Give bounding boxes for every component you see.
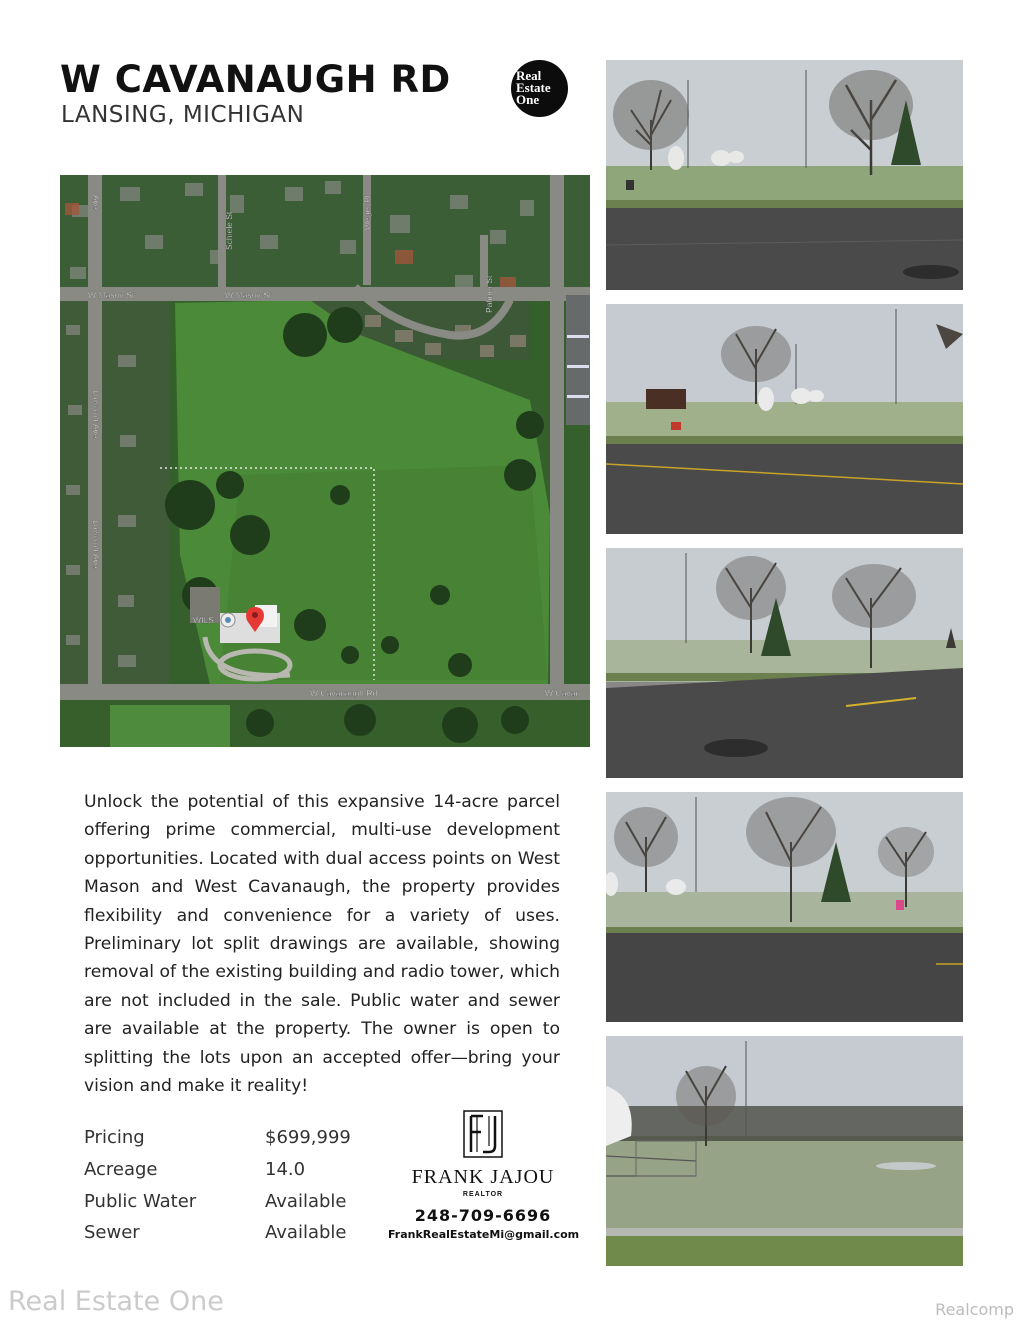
label-palmer-st: Palmer St — [484, 275, 494, 313]
label-cavanaugh-right: W Cavan — [545, 688, 580, 698]
label-mason-st-left: W Mason St — [88, 290, 135, 300]
property-photo-2 — [606, 304, 963, 534]
fact-label: Sewer — [84, 1222, 140, 1244]
logo-line-1: Real — [516, 68, 542, 83]
property-photo-5 — [606, 1036, 963, 1266]
label-cavanaugh-rd: W Cavanaugh Rd — [310, 688, 378, 698]
aerial-map-image — [60, 175, 590, 747]
agent-contact — [388, 1110, 578, 1241]
label-ave-top: Ave — [91, 195, 101, 210]
fact-row-public-water — [84, 1185, 384, 1217]
fact-value: $699,999 — [265, 1127, 351, 1149]
property-description: Unlock the potential of this expansive 14-acre parcel offering prime commercial, multi-use development opportunities. Located with dual access points on West Mason and West Cavanaugh, the property provides flexibility and convenience for a variety of uses. Preliminary lot split drawings are available, showing removal of the existing building and radio tower, which are not included in the sale. Public water and sewer are available at the property. The owner is open to splitting the lots upon an accepted offer—bring your vision and make it reality! — [84, 792, 560, 1097]
fact-label: Public Water — [84, 1190, 197, 1212]
logo-line-3: One — [516, 92, 540, 107]
watermark-real-estate-one: Real Estate One — [8, 1286, 224, 1317]
label-lowcroft-ave-2: Lowcroft Ave — [91, 520, 101, 569]
label-mason-st-right: W Mason St — [225, 290, 272, 300]
fact-row-acreage — [84, 1154, 384, 1186]
fact-row-sewer — [84, 1217, 384, 1249]
agent-name: FRANK JAJOU — [411, 1166, 555, 1188]
fact-row-pricing — [84, 1122, 384, 1154]
aerial-map — [60, 175, 590, 747]
property-photo-1 — [606, 60, 963, 290]
property-photo-4 — [606, 792, 963, 1022]
fact-value: 14.0 — [265, 1159, 306, 1181]
label-schiele-st: Schiele St — [224, 211, 234, 250]
property-photo-3 — [606, 548, 963, 778]
label-lowcroft-ave-1: Lowcroft Ave — [91, 390, 101, 439]
fact-label: Acreage — [84, 1159, 158, 1181]
listing-location: LANSING, MICHIGAN — [61, 102, 305, 128]
label-wils: WILS — [193, 615, 214, 625]
watermark-realcomp: Realcomp — [935, 1300, 1014, 1319]
logo-line-2: Estate — [516, 80, 551, 95]
agent-role: REALTOR — [462, 1191, 504, 1198]
property-facts — [84, 1122, 384, 1249]
fact-value: Available — [265, 1190, 347, 1212]
agent-phone[interactable]: 248-709-6696 — [414, 1206, 552, 1225]
listing-title: W CAVANAUGH RD — [60, 58, 451, 101]
real-estate-one-logo — [511, 60, 568, 117]
fact-label: Pricing — [84, 1127, 145, 1149]
fact-value: Available — [265, 1222, 347, 1244]
fj-monogram-icon — [463, 1110, 503, 1158]
label-weger-pl: Weger Pl — [362, 195, 372, 230]
agent-email[interactable]: FrankRealEstateMi@gmail.com — [388, 1228, 580, 1241]
